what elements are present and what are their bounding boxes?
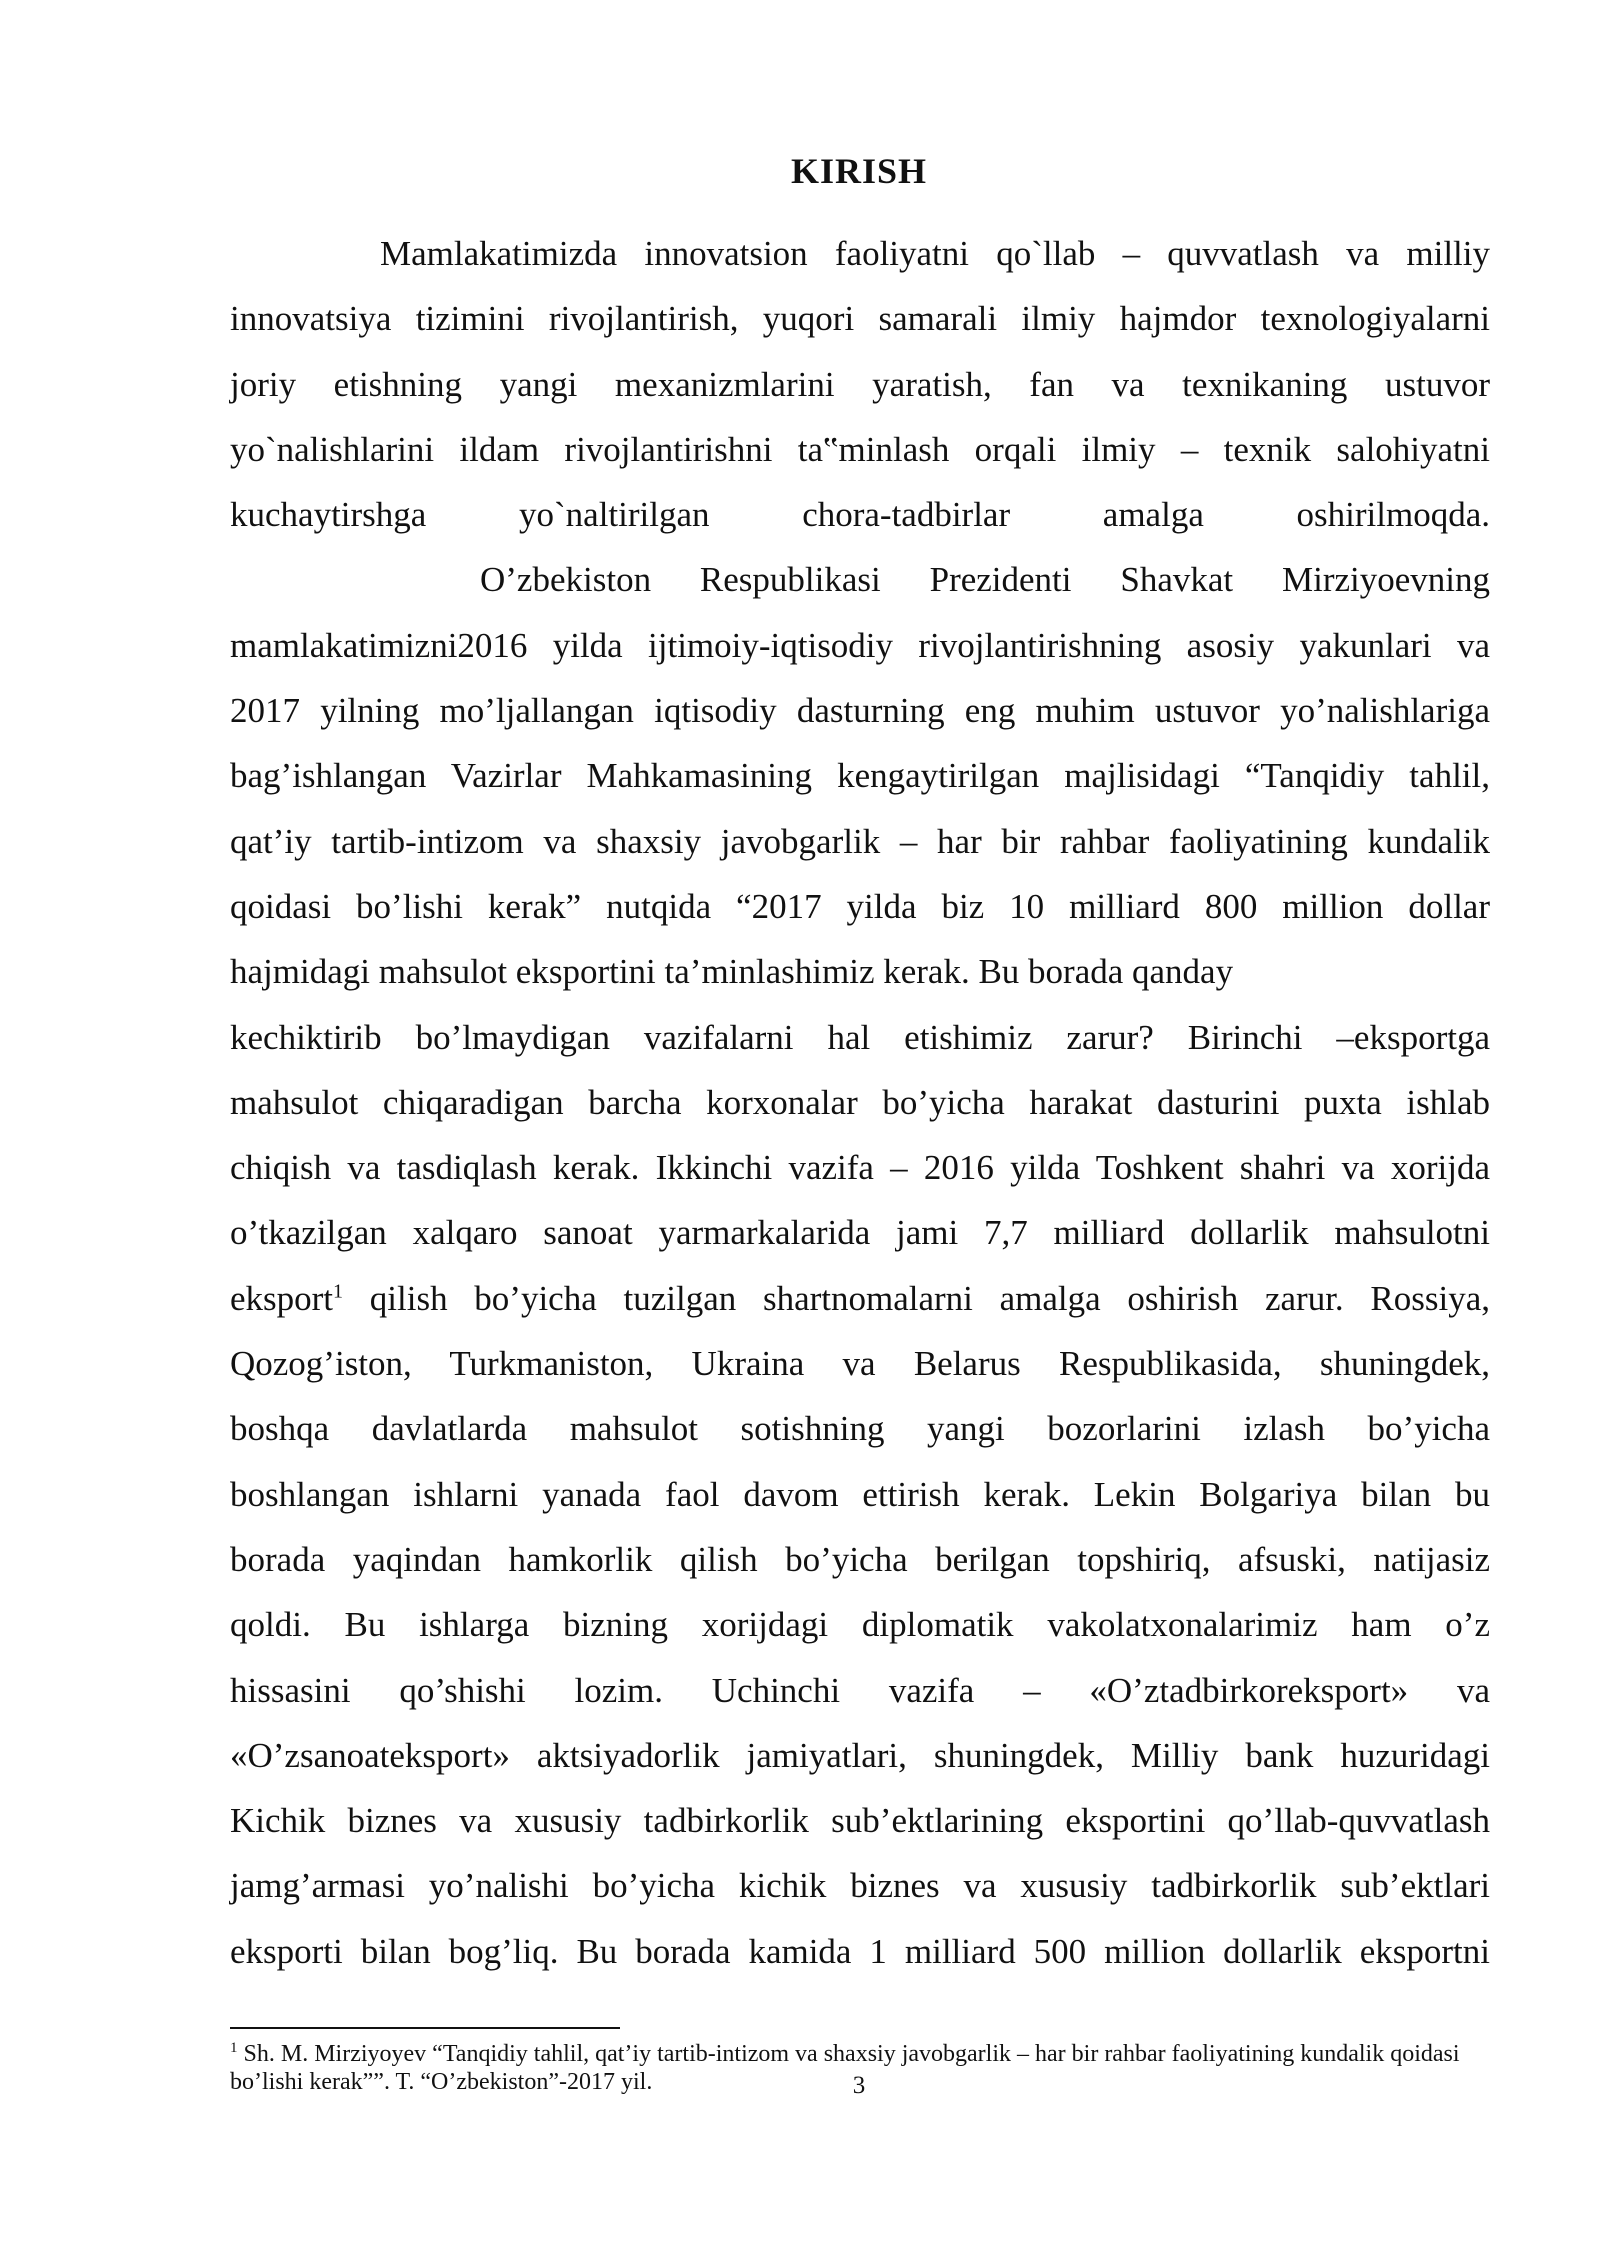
body-line: hajmidagi mahsulot eksportini ta’minlashimiz kerak. Bu borada qanday bbox=[230, 952, 1234, 992]
body-text bbox=[230, 221, 1490, 1984]
body-line: Mamlakatimizda innovatsion faoliyatni qo`llab – quvvatlash va milliy bbox=[380, 234, 1490, 273]
body-line: o’tkazilgan xalqaro sanoat yarmarkalarida jami 7,7 milliard dollarlik mahsulotni bbox=[230, 1213, 1490, 1253]
body-line: «O’zsanoateksport» aktsiyadorlik jamiyatlari, shuningdek, Milliy bank huzuridagi bbox=[230, 1735, 1490, 1775]
body-line: chiqish va tasdiqlash kerak. Ikkinchi vazifa – 2016 yilda Toshkent shahri va xorijda bbox=[230, 1148, 1490, 1188]
body-line: kuchaytirshga yo`naltirilgan chora-tadbirlar amalga oshirilmoqda. bbox=[230, 495, 1490, 535]
body-line: innovatsiya tizimini rivojlantirish, yuqori samarali ilmiy hajmdor texnologiyalarni bbox=[230, 299, 1490, 339]
body-line: jamg’armasi yo’nalishi bo’yicha kichik biznes va xususiy tadbirkorlik sub’ektlari bbox=[230, 1866, 1490, 1906]
body-line: 2017 yilning mo’ljallangan iqtisodiy dasturning eng muhim ustuvor yo’nalishlariga bbox=[230, 691, 1490, 731]
body-line: Kichik biznes va xususiy tadbirkorlik sub’ektlarining eksportini qo’llab-quvvatlash bbox=[230, 1801, 1490, 1841]
footnote-separator bbox=[230, 2027, 620, 2029]
body-line: borada yaqindan hamkorlik qilish bo’yicha berilgan topshiriq, afsuski, natijasiz bbox=[230, 1539, 1490, 1579]
body-line: qoldi. Bu ishlarga bizning xorijdagi diplomatik vakolatxonalarimiz ham o’z bbox=[230, 1605, 1490, 1645]
body-line: mahsulot chiqaradigan barcha korxonalar bo’yicha harakat dasturini puxta ishlab bbox=[230, 1082, 1490, 1122]
body-line: Qozog’iston, Turkmaniston, Ukraina va Belarus Respublikasida, shuningdek, bbox=[230, 1344, 1490, 1384]
body-line: hissasini qo’shishi lozim. Uchinchi vazifa – «O’ztadbirkoreksport» va bbox=[230, 1670, 1490, 1710]
body-line: boshlangan ishlarni yanada faol davom ettirish kerak. Lekin Bolgariya bilan bu bbox=[230, 1474, 1490, 1514]
body-line-rest: qilish bo’yicha tuzilgan shartnomalarni amalga oshirish zarur. Rossiya, bbox=[369, 1278, 1490, 1318]
body-line: eksporti bilan bog’liq. Bu borada kamida 1 milliard 500 million dollarlik eksportni bbox=[230, 1931, 1490, 1971]
page-title: KIRISH bbox=[790, 151, 928, 191]
body-line: bag’ishlangan Vazirlar Mahkamasining kengaytirilgan majlisidagi “Tanqidiy tahlil, bbox=[230, 756, 1490, 796]
body-line: O’zbekiston Respublikasi Prezidenti Shavkat Mirziyoevning bbox=[480, 560, 1490, 600]
body-line: qat’iy tartib-intizom va shaxsiy javobgarlik – har bir rahbar faoliyatining kundalik bbox=[230, 821, 1490, 861]
body-line: mamlakatimizni2016 yilda ijtimoiy-iqtisodiy rivojlantirishning asosiy yakunlari va bbox=[230, 625, 1490, 665]
body-line-with-footnote bbox=[230, 1266, 1490, 1331]
body-line: kechiktirib bo’lmaydigan vazifalarni hal etishimiz zarur? Birinchi –eksportga bbox=[230, 1017, 1490, 1057]
body-line-start: eksport bbox=[230, 1278, 334, 1318]
footnote-number: 1 bbox=[230, 2040, 238, 2056]
page-number: 3 bbox=[852, 2072, 866, 2099]
body-line: yo`nalishlarini ildam rivojlantirishni ta‟minlash orqali ilmiy – texnik salohiyatni bbox=[230, 429, 1490, 469]
footnote-reference: 1 bbox=[333, 1280, 344, 1303]
body-line: qoidasi bo’lishi kerak” nutqida “2017 yilda biz 10 milliard 800 million dollar bbox=[230, 886, 1490, 926]
body-line: boshqa davlatlarda mahsulot sotishning yangi bozorlarini izlash bo’yicha bbox=[230, 1409, 1490, 1449]
footnote-text: Sh. M. Mirziyoyev “Tanqidiy tahlil, qat’iy tartib-intizom va shaxsiy javobgarlik – har bir rahbar faoliyatining kundalik qoidasi bo’lishi kerak””. T. “O’zbekiston”-2017 yil. bbox=[230, 2041, 1460, 2095]
body-line: joriy etishning yangi mexanizmlarini yaratish, fan va texnikaning ustuvor bbox=[230, 364, 1490, 404]
